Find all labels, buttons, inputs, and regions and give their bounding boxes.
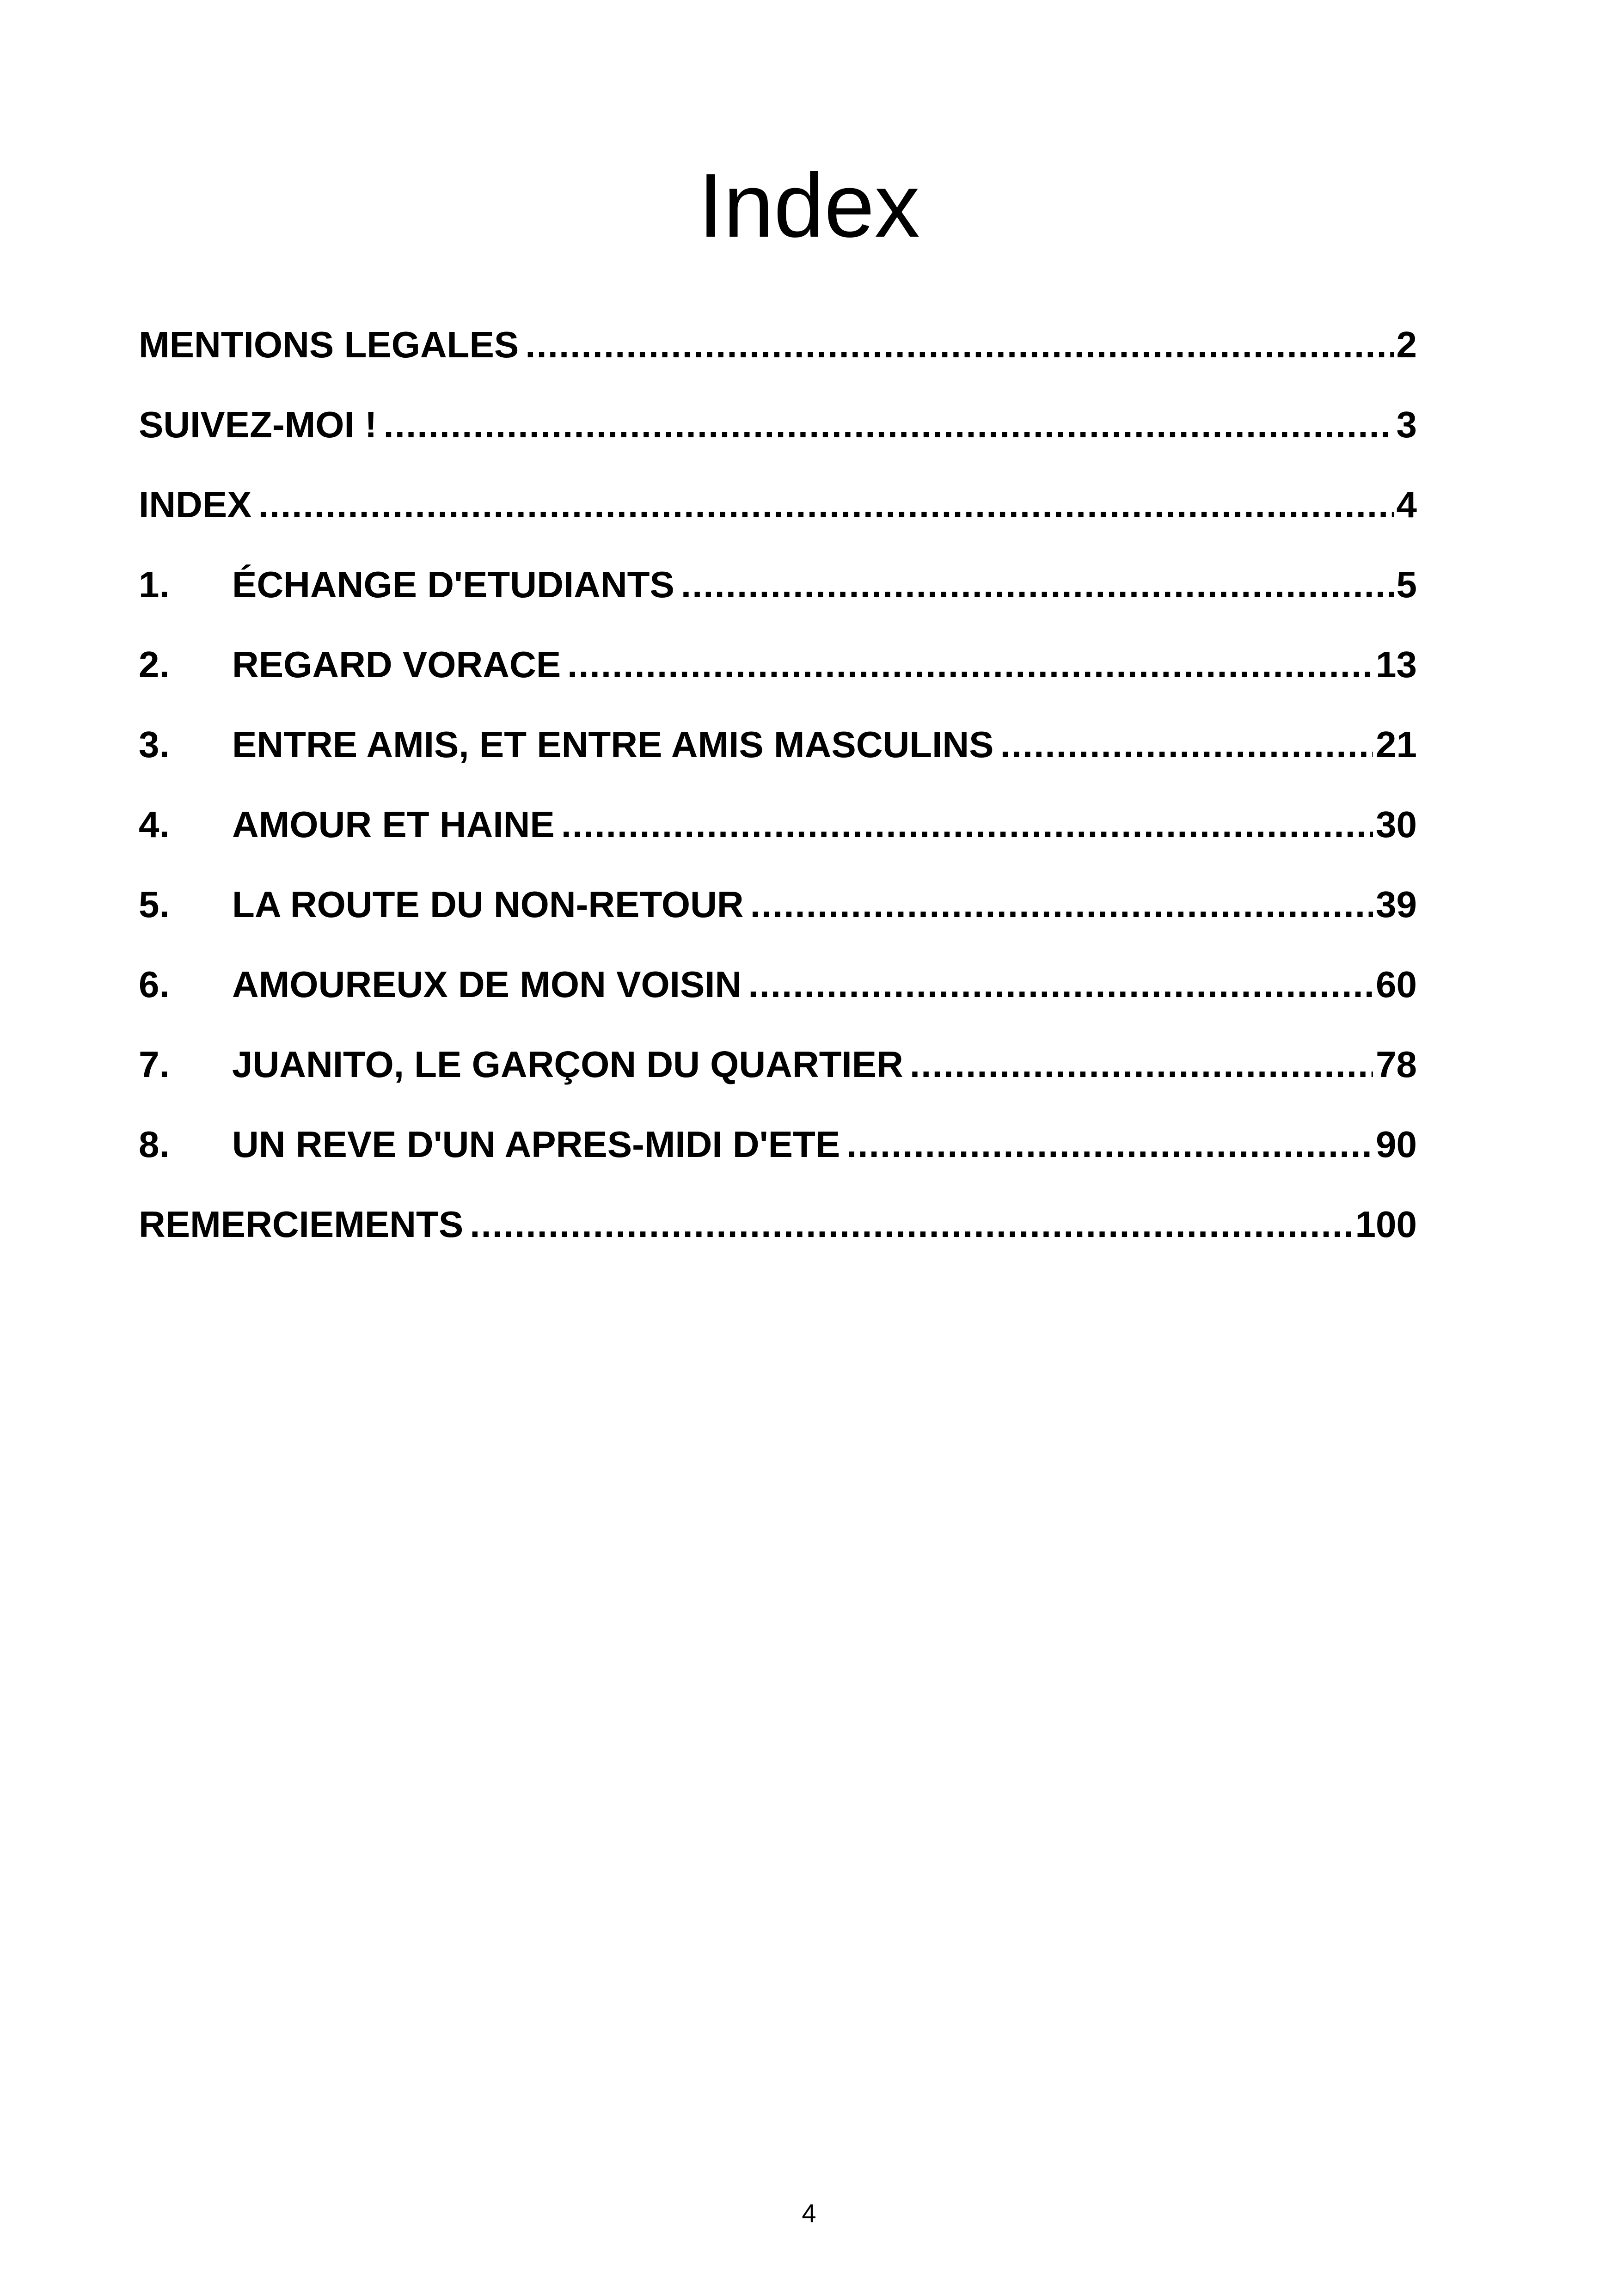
toc-entry-chapter-3[interactable] xyxy=(139,723,1417,803)
toc-entry-label: REGARD VORACE xyxy=(232,644,561,685)
toc-entry-page: 39 xyxy=(1376,884,1417,925)
dot-leader xyxy=(470,1203,1352,1246)
toc-entry-number: 4. xyxy=(139,804,170,845)
toc-entry-page: 4 xyxy=(1396,484,1417,525)
toc-entry-label: JUANITO, LE GARÇON DU QUARTIER xyxy=(232,1044,903,1085)
toc-entry-label: LA ROUTE DU NON-RETOUR xyxy=(232,884,744,925)
toc-entry-page: 90 xyxy=(1376,1124,1417,1165)
toc-entry-chapter-7[interactable] xyxy=(139,1043,1417,1123)
toc-entry-chapter-6[interactable] xyxy=(139,963,1417,1043)
toc-entry-label: ENTRE AMIS, ET ENTRE AMIS MASCULINS xyxy=(232,724,994,765)
toc-entry-page: 3 xyxy=(1396,404,1417,445)
toc-entry-number: 6. xyxy=(139,964,170,1005)
dot-leader xyxy=(525,324,1393,366)
toc-entry-label: INDEX xyxy=(139,484,252,525)
toc-entry-chapter-4[interactable] xyxy=(139,803,1417,883)
toc-entry-label: UN REVE D'UN APRES-MIDI D'ETE xyxy=(232,1124,840,1165)
toc-entry-remerciements[interactable] xyxy=(139,1203,1417,1283)
table-of-contents xyxy=(139,324,1417,1283)
toc-entry-index[interactable] xyxy=(139,484,1417,563)
dot-leader xyxy=(681,563,1394,606)
toc-entry-page: 2 xyxy=(1396,324,1417,365)
page-title: Index xyxy=(698,155,920,256)
toc-entry-chapter-1[interactable] xyxy=(139,563,1417,643)
toc-entry-number: 5. xyxy=(139,884,170,925)
dot-leader xyxy=(258,484,1394,526)
toc-entry-number: 7. xyxy=(139,1044,170,1085)
page-number: 4 xyxy=(802,2198,816,2228)
toc-entry-suivez-moi[interactable] xyxy=(139,404,1417,484)
dot-leader xyxy=(910,1043,1373,1086)
toc-entry-page: 21 xyxy=(1376,724,1417,765)
toc-entry-mentions-legales[interactable] xyxy=(139,324,1417,404)
dot-leader xyxy=(567,643,1373,686)
toc-entry-label: SUIVEZ-MOI ! xyxy=(139,404,377,445)
toc-entry-chapter-5[interactable] xyxy=(139,883,1417,963)
dot-leader xyxy=(750,883,1373,926)
toc-entry-page: 78 xyxy=(1376,1044,1417,1085)
toc-entry-label: AMOUREUX DE MON VOISIN xyxy=(232,964,742,1005)
toc-entry-page: 5 xyxy=(1396,564,1417,605)
dot-leader xyxy=(561,803,1373,846)
toc-entry-page: 60 xyxy=(1376,964,1417,1005)
toc-entry-chapter-8[interactable] xyxy=(139,1123,1417,1203)
toc-entry-number: 3. xyxy=(139,724,170,765)
toc-entry-number: 1. xyxy=(139,564,170,605)
toc-entry-page: 100 xyxy=(1355,1204,1417,1245)
dot-leader xyxy=(1000,723,1373,766)
toc-entry-page: 13 xyxy=(1376,644,1417,685)
dot-leader xyxy=(846,1123,1373,1166)
toc-entry-number: 2. xyxy=(139,644,170,685)
dot-leader xyxy=(384,404,1394,446)
toc-entry-label: ÉCHANGE D'ETUDIANTS xyxy=(232,564,674,605)
dot-leader xyxy=(748,963,1373,1006)
toc-entry-page: 30 xyxy=(1376,804,1417,845)
toc-entry-label: MENTIONS LEGALES xyxy=(139,324,519,365)
toc-entry-label: REMERCIEMENTS xyxy=(139,1204,464,1245)
toc-entry-number: 8. xyxy=(139,1124,170,1165)
toc-entry-label: AMOUR ET HAINE xyxy=(232,804,555,845)
toc-entry-chapter-2[interactable] xyxy=(139,643,1417,723)
